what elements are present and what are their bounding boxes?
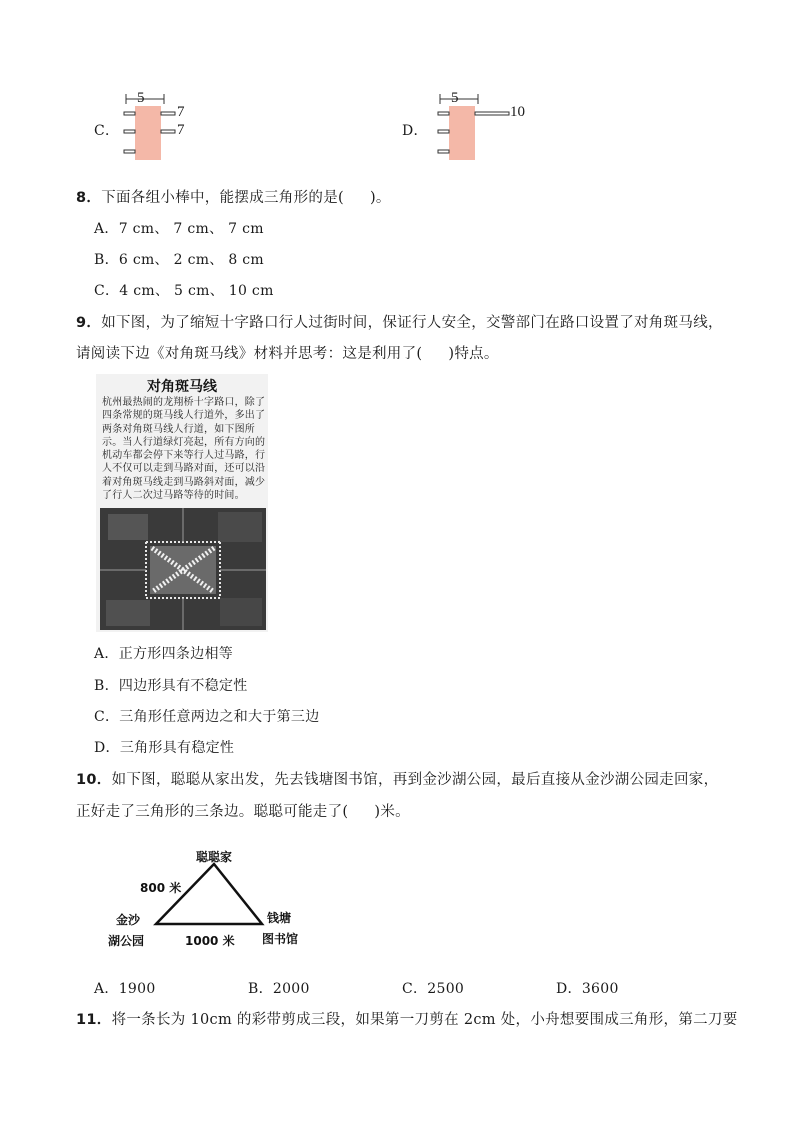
q8-tail: )。 (369, 190, 391, 206)
board-shape (449, 106, 475, 160)
q9-article-image (96, 374, 268, 632)
stick (124, 130, 135, 133)
triangle-top-label: 聪聪家 (196, 850, 233, 864)
triangle-left-label-a: 金沙 (116, 913, 141, 927)
q8-option-a: A．7 cm、 7 cm、 7 cm (94, 221, 264, 237)
q9-option-a: A．正方形四条边相等 (94, 646, 234, 662)
q9-option-c: C．三角形任意两边之和大于第三边 (94, 709, 320, 725)
q10-number: 10． (76, 772, 112, 788)
triangle-bottom-side-label: 1000 米 (185, 934, 235, 948)
q9-stem-line2: 请阅读下边《对角斑马线》材料并思考：这是利用了( )特点。 (76, 346, 499, 362)
q9-stem-line1: 9．如下图，为了缩短十字路口行人过街时间，保证行人安全，交警部门在路口设置了对角斑马线， (76, 315, 723, 331)
triangle-left-side-label: 800 米 (140, 881, 182, 895)
q7-option-c-label: C． (94, 123, 120, 139)
q7-c-right-length-a: 7 (177, 104, 185, 120)
q10-stem-line1: 10．如下图，聪聪从家出发，先去钱塘图书馆，再到金沙湖公园，最后直接从金沙湖公园走回家， (76, 772, 719, 788)
stick (438, 112, 449, 115)
q7-option-d-label: D． (402, 123, 428, 139)
q9-option-b: B．四边形具有不稳定性 (94, 678, 248, 694)
q9-option-d: D．三角形具有稳定性 (94, 740, 235, 756)
q7-d-right-length: 10 (510, 104, 525, 120)
article-title: 对角斑马线 (147, 379, 217, 395)
stick (124, 150, 135, 153)
article-text: 杭州最热闹的龙翔桥十字路口，除了四条常规的斑马线人行道外，多出了两条对角斑马线人行道，如下图所示。当人行道绿灯亮起，所有方向的机动车都会停下来等行人过马路，行人不仅可以走到马路对面，还可以沿着对角斑马线走到马路斜对面，减少了行人二次过马路等待的时间。 (102, 397, 266, 502)
q7-option-c-figure (120, 90, 200, 162)
stick (475, 112, 509, 115)
board-shape (135, 106, 161, 160)
q10-option-d: D．3600 (556, 981, 619, 997)
stick (124, 112, 135, 115)
stick (438, 130, 449, 133)
stick (438, 150, 449, 153)
stick (161, 112, 175, 115)
q9-number: 9． (76, 315, 102, 331)
q10-stem-line2: 正好走了三角形的三条边。聪聪可能走了( )米。 (76, 804, 410, 820)
triangle-right-label-a: 钱塘 (267, 911, 292, 925)
stick (161, 130, 175, 133)
q7-c-top-length: 5 (137, 90, 145, 106)
q8-number: 8． (76, 190, 102, 206)
q8-stem (76, 186, 391, 207)
q10-option-b: B．2000 (248, 981, 310, 997)
q11-number: 11． (76, 1012, 112, 1028)
q8-text: 下面各组小棒中，能摆成三角形的是( (101, 190, 344, 206)
q8-option-c: C．4 cm、 5 cm、 10 cm (94, 283, 274, 299)
q10-option-c: C．2500 (402, 981, 465, 997)
q10-option-a: A．1900 (94, 981, 156, 997)
q7-d-top-length: 5 (451, 90, 459, 106)
triangle-left-label-b: 湖公园 (108, 934, 145, 948)
q7-option-d-figure (432, 90, 528, 162)
q7-c-right-length-b: 7 (177, 122, 185, 138)
triangle-right-label-b: 图书馆 (262, 932, 299, 946)
q8-option-b: B．6 cm、 2 cm、 8 cm (94, 252, 265, 268)
q11-stem: 11．将一条长为 10cm 的彩带剪成三段，如果第一刀剪在 2cm 处，小舟想要围成三角形，第二刀要 (76, 1012, 738, 1028)
crosswalk-photo (100, 508, 266, 630)
